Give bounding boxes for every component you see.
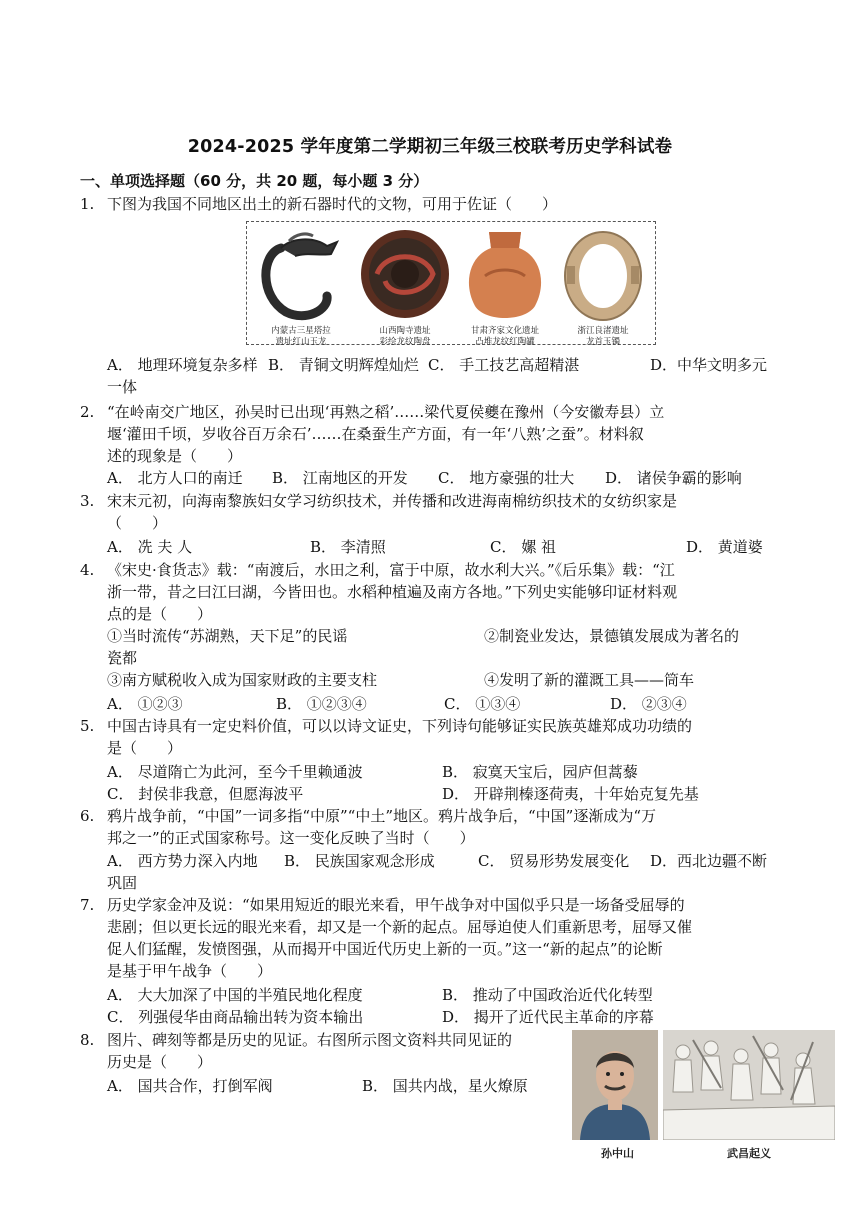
q7-number: 7. <box>80 896 95 914</box>
q8-line2: 历史是（ ） <box>107 1053 213 1071</box>
q5-option-d: D． 开辟荆榛逐荷夷，十年始克复先基 <box>442 785 699 803</box>
q2-option-c: C． 地方豪强的壮大 <box>438 469 575 487</box>
q6-option-c: C． 贸易形势发展变化 <box>478 852 630 870</box>
q1-option-c: C． 手工技艺高超精湛 <box>428 356 580 374</box>
q3-line2: （ ） <box>107 514 168 532</box>
q4-statement-4: ④发明了新的灌溉工具——筒车 <box>484 671 695 689</box>
q1-option-d: D．中华文明多元 <box>650 356 768 374</box>
q7-option-c: C． 列强侵华由商品输出转为资本输出 <box>107 1008 364 1026</box>
q3-option-d: D． 黄道婆 <box>686 538 763 556</box>
q7-option-d: D． 揭开了近代民主革命的序幕 <box>442 1008 654 1026</box>
caption-2: 山西陶寺遗址 彩绘龙纹陶盘 <box>379 326 431 347</box>
q1-option-d-cont: 一体 <box>107 378 138 396</box>
q5-option-a: A． 尽道隋亡为此河，至今千里赖通波 <box>107 763 363 781</box>
q7-option-a: A． 大大加深了中国的半殖民地化程度 <box>107 986 363 1004</box>
q2-number: 2. <box>80 403 95 421</box>
q4-option-a: A． ①②③ <box>107 695 183 713</box>
artifact-jade-dragon <box>251 226 351 347</box>
q6-option-d-cont: 巩固 <box>107 874 138 892</box>
q8-option-b: B． 国共内战，星火燎原 <box>362 1077 528 1095</box>
q8-option-a: A． 国共合作，打倒军阀 <box>107 1077 273 1095</box>
artifact-painted-plate <box>355 226 455 347</box>
q2-option-d: D． 诸侯争霸的影响 <box>605 469 742 487</box>
section-heading: 一、单项选择题（60 分，共 20 题，每小题 3 分） <box>80 172 429 190</box>
q5-option-b: B． 寂寞天宝后，园庐但蒿藜 <box>442 763 638 781</box>
q4-line1: 《宋史·食货志》载：“南渡后，水田之利，富于中原，故水利大兴。”《后乐集》载：“江 <box>107 561 675 579</box>
q6-option-a: A． 西方势力深入内地 <box>107 852 258 870</box>
q4-statement-3: ③南方赋税收入成为国家财政的主要支柱 <box>107 671 378 689</box>
q2-option-a: A． 北方人口的南迁 <box>107 469 243 487</box>
caption-4: 浙江良渚遗址 龙首玉镯 <box>577 326 629 347</box>
artifact-jade-bracelet <box>553 226 653 347</box>
q4-number: 4. <box>80 561 95 579</box>
caption-1: 内蒙古三星塔拉 遗址红山玉龙 <box>271 326 331 347</box>
wuchang-uprising-relief <box>663 1030 835 1140</box>
q4-option-c: C． ①③④ <box>444 695 521 713</box>
q7-line1: 历史学家金冲及说：“如果用短近的眼光来看，甲午战争对中国似乎只是一场备受屈辱的 <box>107 896 685 914</box>
q3-option-a: A． 冼 夫 人 <box>107 538 193 556</box>
q2-line3: 述的现象是（ ） <box>107 447 243 465</box>
q7-line3: 促人们猛醒，发愤图强，从而揭开中国近代历史上新的一页。”这一“新的起点”的论断 <box>107 940 663 958</box>
q1-stem: 下图为我国不同地区出土的新石器时代的文物，可用于佐证（ ） <box>107 195 558 213</box>
q1-number: 1. <box>80 195 95 213</box>
sun-yat-sen-portrait <box>572 1030 658 1140</box>
q5-line1: 中国古诗具有一定史料价值，可以以诗文证史，下列诗句能够证实民族英雄郑成功功绩的 <box>107 717 693 735</box>
q4-option-b: B． ①②③④ <box>276 695 367 713</box>
q7-option-b: B． 推动了中国政治近代化转型 <box>442 986 653 1004</box>
caption-sun-yat-sen: 孙中山 <box>601 1147 634 1160</box>
q6-line2: 邦之一”的正式国家称号。这一变化反映了当时（ ） <box>107 829 475 847</box>
q1-artifact-images <box>246 221 656 345</box>
q6-number: 6. <box>80 807 95 825</box>
q4-line3: 点的是（ ） <box>107 605 213 623</box>
q3-option-b: B． 李清照 <box>310 538 386 556</box>
q7-line2: 悲剧；但以更长远的眼光来看，却又是一个新的起点。屈辱迫使人们重新思考，屈辱又催 <box>107 918 693 936</box>
q5-line2: 是（ ） <box>107 739 183 757</box>
q2-option-b: B． 江南地区的开发 <box>272 469 408 487</box>
q3-option-c: C． 嫘 祖 <box>490 538 557 556</box>
q8-line1: 图片、碑刻等都是历史的见证。右图所示图文资料共同见证的 <box>107 1031 513 1049</box>
q5-option-c: C． 封侯非我意，但愿海波平 <box>107 785 304 803</box>
q4-option-d: D． ②③④ <box>610 695 687 713</box>
artifact-red-pottery-jar <box>455 226 555 347</box>
q1-option-a: A． 地理环境复杂多样 <box>107 356 258 374</box>
q6-line1: 鸦片战争前，“中国”一词多指“中原”“中土”地区。鸦片战争后，“中国”逐渐成为“万 <box>107 807 657 825</box>
q3-line1: 宋末元初，向海南黎族妇女学习纺织技术，并传播和改进海南棉纺织技术的女纺织家是 <box>107 492 678 510</box>
q2-line1: “在岭南交广地区，孙吴时已出现‘再熟之稻’……梁代夏侯夔在豫州（今安徽寿县）立 <box>107 403 665 421</box>
q4-statement-2: ②制瓷业发达，景德镇发展成为著名的 <box>484 627 740 645</box>
q8-number: 8. <box>80 1031 95 1049</box>
q1-option-b: B． 青铜文明辉煌灿烂 <box>268 356 419 374</box>
q4-statement-1: ①当时流传“苏湖熟，天下足”的民谣 <box>107 627 348 645</box>
caption-wuchang-uprising: 武昌起义 <box>727 1147 771 1160</box>
q7-line4: 是基于甲午战争（ ） <box>107 962 273 980</box>
q4-statement-2-cont: 瓷都 <box>107 649 138 667</box>
q3-number: 3. <box>80 492 95 510</box>
q2-line2: 堰‘灌田千顷，岁收谷百万余石’……在桑蚕生产方面，有一年‘八熟’之蚕”。材料叙 <box>107 425 644 443</box>
exam-title: 2024-2025 学年度第二学期初三年级三校联考历史学科试卷 <box>187 137 673 157</box>
q6-option-b: B． 民族国家观念形成 <box>284 852 435 870</box>
q5-number: 5. <box>80 717 95 735</box>
caption-3: 甘肃齐家文化遗址 凸堆龙纹红陶罐 <box>470 326 539 347</box>
q4-line2: 浙一带，昔之曰江曰湖，今皆田也。水稻种植遍及南方各地。”下列史实能够印证材料观 <box>107 583 678 601</box>
q6-option-d: D．西北边疆不断 <box>650 852 768 870</box>
